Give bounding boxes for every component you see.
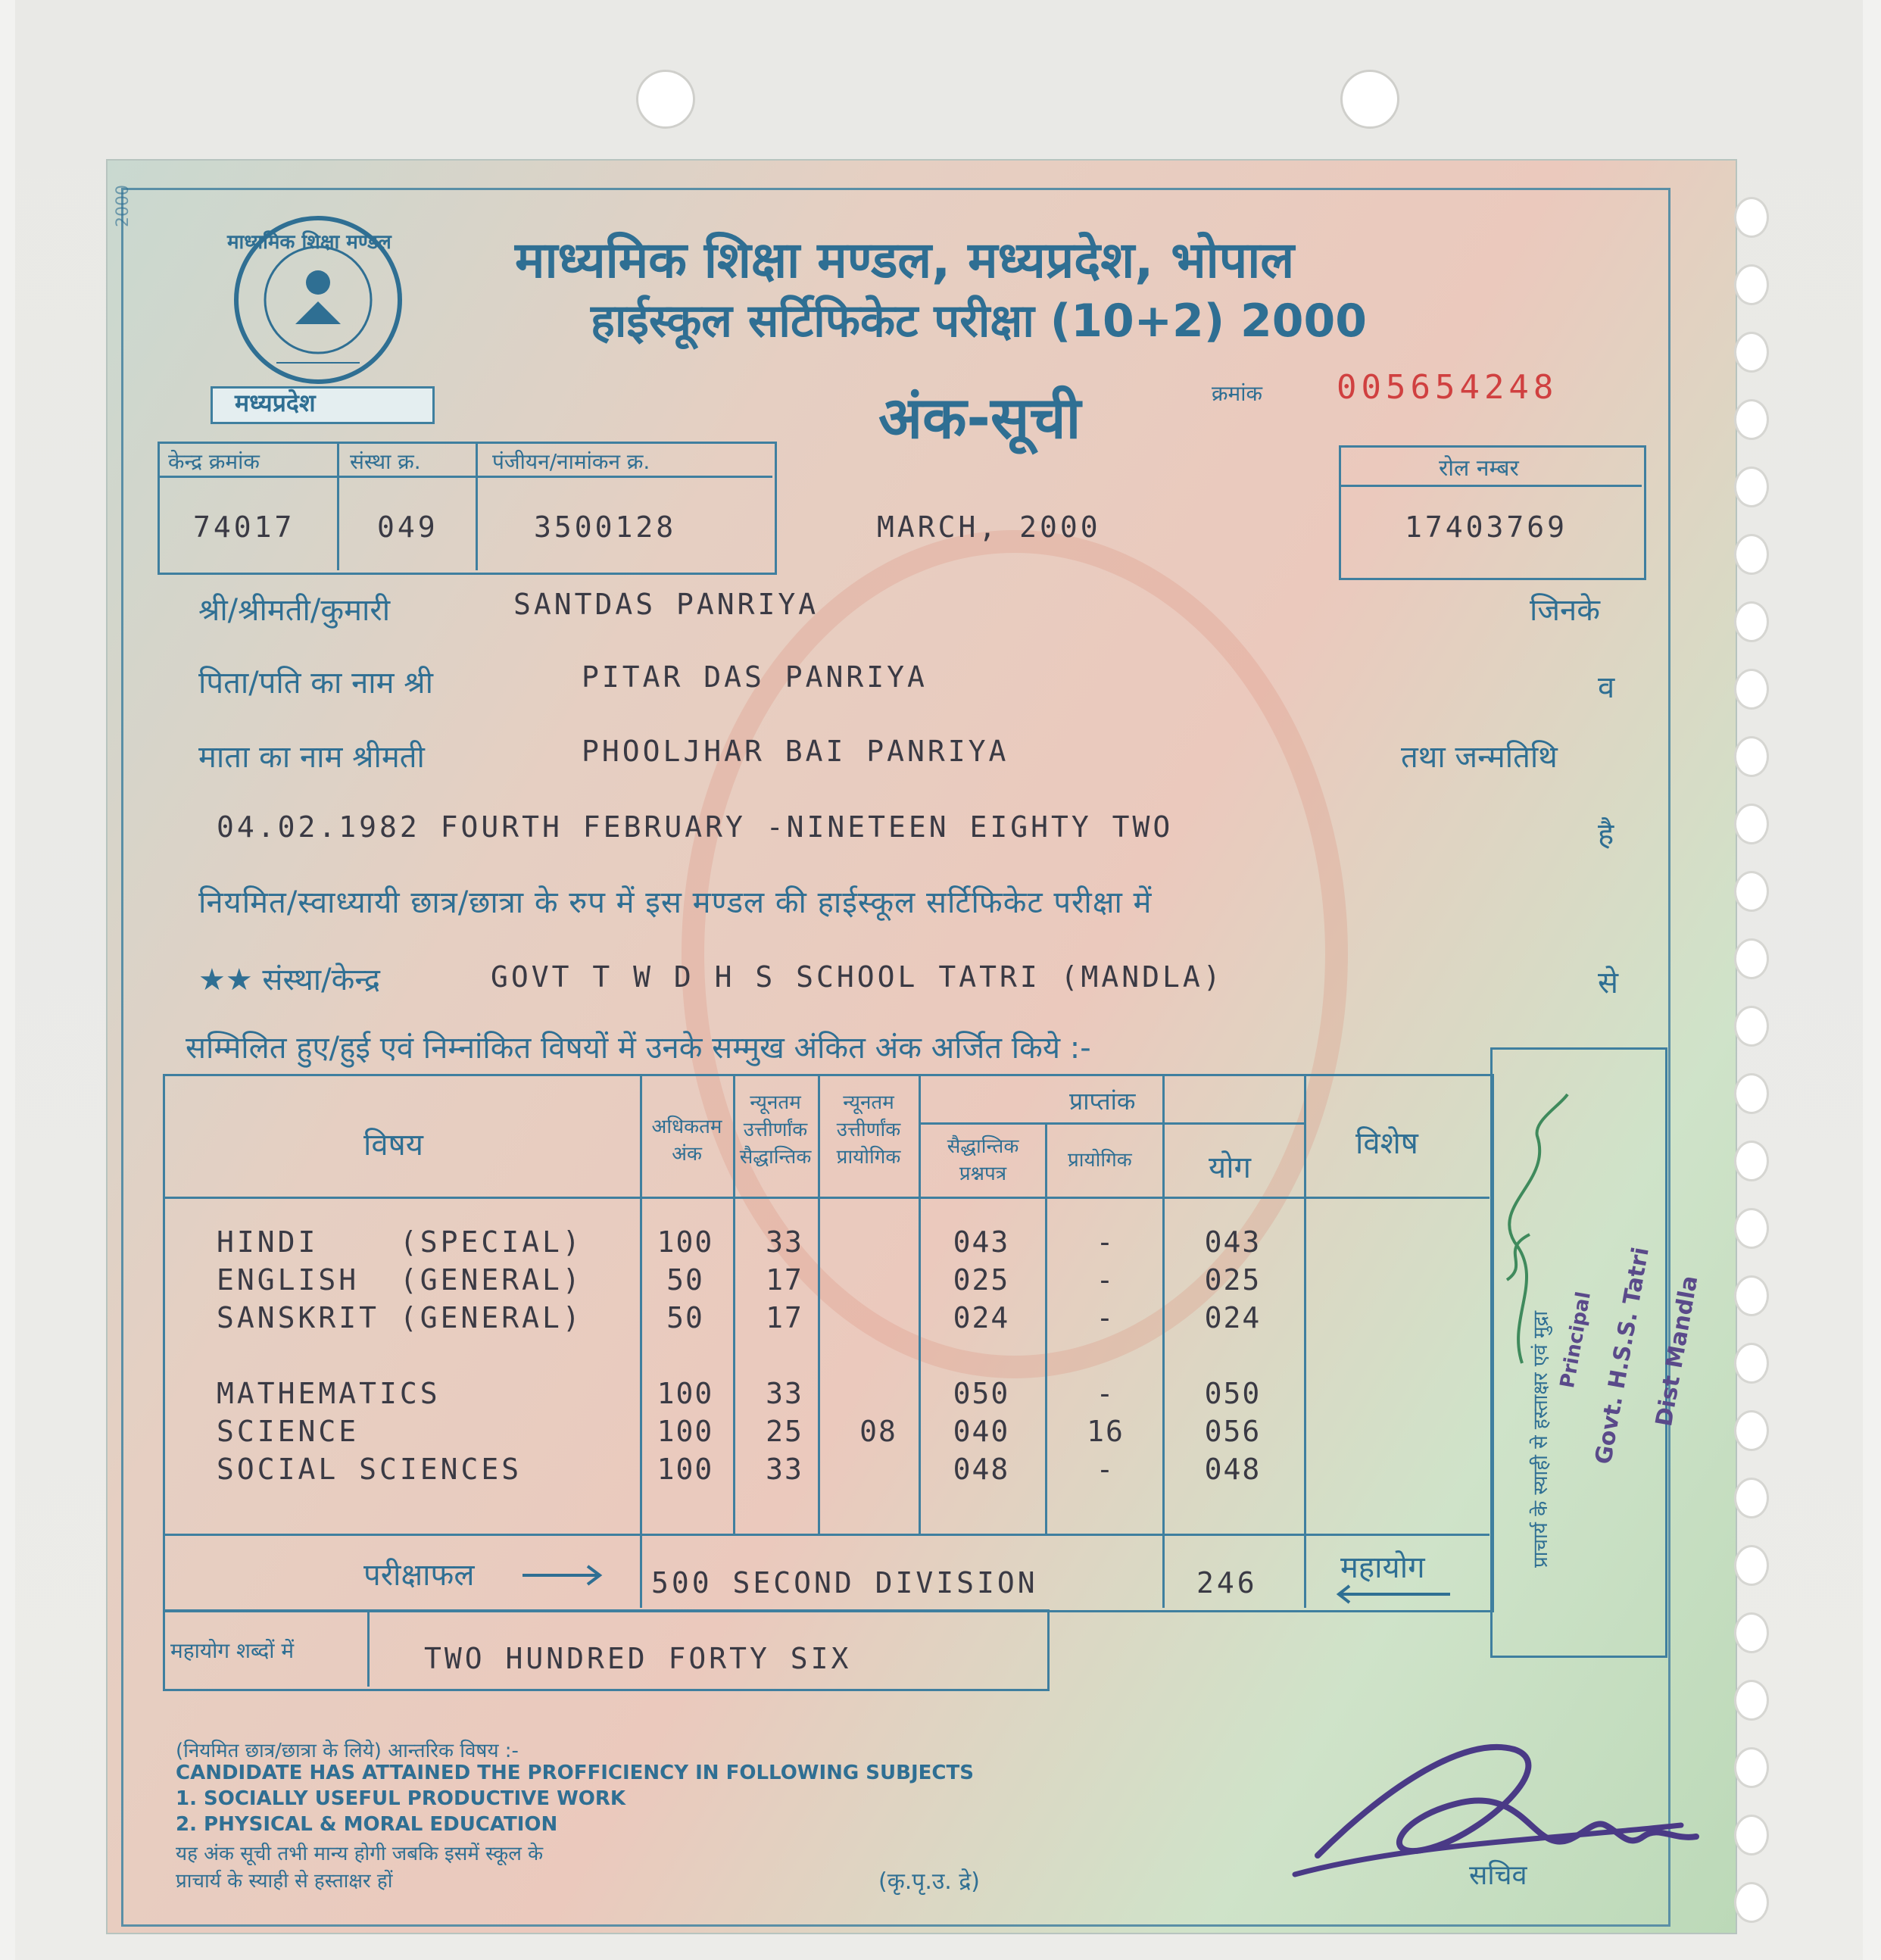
cell-subject: SOCIAL SCIENCES: [217, 1453, 522, 1486]
header-obtained: प्राप्तांक: [1069, 1087, 1136, 1116]
name-suffix: जिनके: [1530, 593, 1600, 628]
cell-max: 100: [657, 1453, 714, 1486]
serial-label: क्रमांक: [1212, 381, 1263, 406]
perforation-hole: [1734, 1073, 1769, 1114]
registration-number: 3500128: [534, 510, 677, 544]
cell-theory: 040: [953, 1415, 1010, 1448]
cell-min-th: 33: [766, 1453, 803, 1486]
secretary-signature: [1287, 1704, 1711, 1901]
cell-total: 048: [1204, 1453, 1262, 1486]
centre-label: केन्द्र क्रमांक: [168, 449, 260, 474]
perforation-hole: [1734, 1882, 1769, 1923]
punch-hole: [636, 70, 695, 129]
school-label: ★★ संस्था/केन्द्र: [198, 963, 380, 997]
date-of-birth: 04.02.1982 FOURTH FEBRUARY -NINETEEN EIGHTY TWO: [217, 810, 1174, 844]
cell-theory: 050: [953, 1377, 1010, 1410]
cell-min-th: 25: [766, 1415, 803, 1448]
footer-validity-2: प्राचार्य के स्याही से हस्ताक्षर हों: [176, 1870, 393, 1893]
grand-total-words: TWO HUNDRED FORTY SIX: [424, 1642, 852, 1675]
appeared-line: सम्मिलित हुए/हुई एवं निम्नांकित विषयों में उनके सम्मुख अंकित अंक अर्जित किये :-: [186, 1031, 1091, 1066]
school-name: GOVT T W D H S SCHOOL TATRI (MANDLA): [491, 960, 1224, 994]
grand-total: 246: [1196, 1566, 1258, 1600]
result-value: 500 SECOND DIVISION: [651, 1566, 1038, 1600]
cell-max: 50: [666, 1301, 704, 1334]
father-label: पिता/पति का नाम श्री: [198, 666, 433, 701]
arrow-left-icon: [1333, 1583, 1454, 1606]
perforation-hole: [1734, 1747, 1769, 1788]
mother-suffix: तथा जन्मतिथि: [1401, 740, 1558, 775]
cell-theory: 043: [953, 1225, 1010, 1259]
cell-practical: -: [1096, 1225, 1115, 1259]
perforation-hole: [1734, 1208, 1769, 1249]
punch-hole: [1340, 70, 1399, 129]
cell-max: 100: [657, 1377, 714, 1410]
perforation-hole: [1734, 736, 1769, 777]
header-total: योग: [1209, 1150, 1252, 1185]
cell-min-th: 17: [766, 1263, 803, 1297]
cell-subject: MATHEMATICS: [217, 1377, 441, 1410]
perforation-hole: [1734, 1815, 1769, 1855]
perforation-hole: [1734, 1612, 1769, 1653]
perforation-hole: [1734, 197, 1769, 238]
principal-signature: [1461, 1091, 1583, 1378]
cell-practical: -: [1096, 1453, 1115, 1486]
candidate-name: SANTDAS PANRIYA: [513, 588, 819, 621]
perforation-hole: [1734, 871, 1769, 912]
cell-practical: 16: [1087, 1415, 1125, 1448]
roll-number: 17403769: [1405, 510, 1568, 544]
footer-internal-label: (नियमित छात्र/छात्रा के लिये) आन्तरिक विषय :-: [176, 1740, 519, 1762]
cell-total: 025: [1204, 1263, 1262, 1297]
perforation-hole: [1734, 1275, 1769, 1316]
dob-suffix: है: [1598, 817, 1614, 852]
perforation-hole: [1734, 332, 1769, 373]
exam-month: MARCH, 2000: [877, 510, 1101, 544]
cell-theory: 025: [953, 1263, 1010, 1297]
perforation-hole: [1734, 1680, 1769, 1721]
perforation-hole: [1734, 534, 1769, 575]
cell-total: 024: [1204, 1301, 1262, 1334]
cell-max: 100: [657, 1415, 714, 1448]
cell-max: 100: [657, 1225, 714, 1259]
cell-subject: HINDI (SPECIAL): [217, 1225, 583, 1259]
father-suffix: व: [1598, 670, 1615, 705]
header-min-practical: न्यूनतम उत्तीर्णांक प्रायोगिक: [836, 1091, 901, 1169]
result-label: परीक्षाफल: [363, 1558, 475, 1593]
principal-stamp-line2: Govt. H.S.S. Tatri: [1590, 1245, 1655, 1467]
perforation-hole: [1734, 1141, 1769, 1181]
footer-subject-2: 2. PHYSICAL & MORAL EDUCATION: [176, 1813, 558, 1836]
cell-subject: SCIENCE: [217, 1415, 360, 1448]
principal-stamp-line3: Dist Mandla: [1651, 1273, 1704, 1429]
cell-min-th: 33: [766, 1377, 803, 1410]
header-subject: विषय: [363, 1128, 423, 1163]
cell-subject: ENGLISH (GENERAL): [217, 1263, 583, 1297]
border-year-text: 2000: [114, 185, 133, 227]
principal-stamp-line1: Principal: [1556, 1290, 1596, 1390]
seal-text: माध्यमिक शिक्षा मण्डल: [227, 231, 391, 254]
cell-total: 050: [1204, 1377, 1262, 1410]
cell-max: 50: [666, 1263, 704, 1297]
institution-number: 049: [377, 510, 438, 544]
regular-line: नियमित/स्वाध्यायी छात्र/छात्रा के रुप में इस मण्डल की हाईस्कूल सर्टिफिकेट परीक्षा में: [198, 885, 1153, 920]
perforation-hole: [1734, 669, 1769, 710]
perforation-hole: [1734, 1545, 1769, 1586]
secretary-label: सचिव: [1469, 1860, 1527, 1891]
exam-name: हाईस्कूल सर्टिफिकेट परीक्षा (10+2) 2000: [591, 295, 1368, 348]
cell-practical: -: [1096, 1263, 1115, 1297]
footer-validity-1: यह अंक सूची तभी मान्य होगी जबकि इसमें स्कूल के: [176, 1843, 544, 1865]
cell-practical: -: [1096, 1377, 1115, 1410]
perforation-hole: [1734, 601, 1769, 642]
arrow-right-icon: [522, 1560, 606, 1590]
serial-number: 005654248: [1337, 368, 1558, 407]
perforation-hole: [1734, 467, 1769, 507]
mother-name: PHOOLJHAR BAI PANRIYA: [582, 735, 1009, 768]
perforation-hole: [1734, 938, 1769, 979]
perforation-hole: [1734, 1478, 1769, 1518]
cell-theory: 024: [953, 1301, 1010, 1334]
seal-state: मध्यप्रदेश: [235, 389, 316, 417]
footer-subject-1: 1. SOCIALLY USEFUL PRODUCTIVE WORK: [176, 1787, 626, 1810]
cell-min-th: 33: [766, 1225, 803, 1259]
perforation-hole: [1734, 1343, 1769, 1384]
perforation-hole: [1734, 399, 1769, 440]
cell-subject: SANSKRIT (GENERAL): [217, 1301, 583, 1334]
roll-label: रोल नम्बर: [1439, 455, 1519, 482]
cell-total: 043: [1204, 1225, 1262, 1259]
father-name: PITAR DAS PANRIYA: [582, 660, 928, 694]
footer-proficiency: CANDIDATE HAS ATTAINED THE PROFFICIENCY IN FOLLOWING SUBJECTS: [176, 1762, 974, 1784]
perforation-hole: [1734, 804, 1769, 844]
cell-practical: -: [1096, 1301, 1115, 1334]
header-practical: प्रायोगिक: [1068, 1149, 1132, 1172]
cell-min-th: 17: [766, 1301, 803, 1334]
perforation-hole: [1734, 264, 1769, 305]
header-min-theory: न्यूनतम उत्तीर्णांक सैद्धान्तिक: [739, 1091, 812, 1169]
perforation-hole: [1734, 1006, 1769, 1047]
print-code: (कृ.पृ.उ. द्रे): [878, 1868, 981, 1895]
registration-label: पंजीयन/नामांकन क्र.: [492, 449, 650, 474]
school-suffix: से: [1598, 966, 1619, 1000]
words-label: महायोग शब्दों में: [170, 1638, 295, 1663]
cell-total: 056: [1204, 1415, 1262, 1448]
header-max: अधिकतम अंक: [651, 1116, 722, 1166]
header-theory: सैद्धान्तिक प्रश्नपत्र: [947, 1135, 1019, 1185]
centre-number: 74017: [193, 510, 295, 544]
cell-theory: 048: [953, 1453, 1010, 1486]
name-label: श्री/श्रीमती/कुमारी: [198, 593, 391, 628]
cell-min-pr: 08: [859, 1415, 897, 1448]
header-special: विशेष: [1355, 1126, 1418, 1161]
mother-label: माता का नाम श्रीमती: [198, 740, 425, 775]
perforation-hole: [1734, 1410, 1769, 1451]
page-title: अंक-सूची: [878, 384, 1081, 451]
board-name: माध्यमिक शिक्षा मण्डल, मध्यप्रदेश, भोपाल: [515, 231, 1295, 289]
institution-label: संस्था क्र.: [350, 449, 421, 474]
principal-sign-caption: प्राचार्य के स्याही से हस्ताक्षर एवं मुद्रा: [1530, 1310, 1552, 1568]
grand-total-label: महायोग: [1340, 1550, 1425, 1585]
